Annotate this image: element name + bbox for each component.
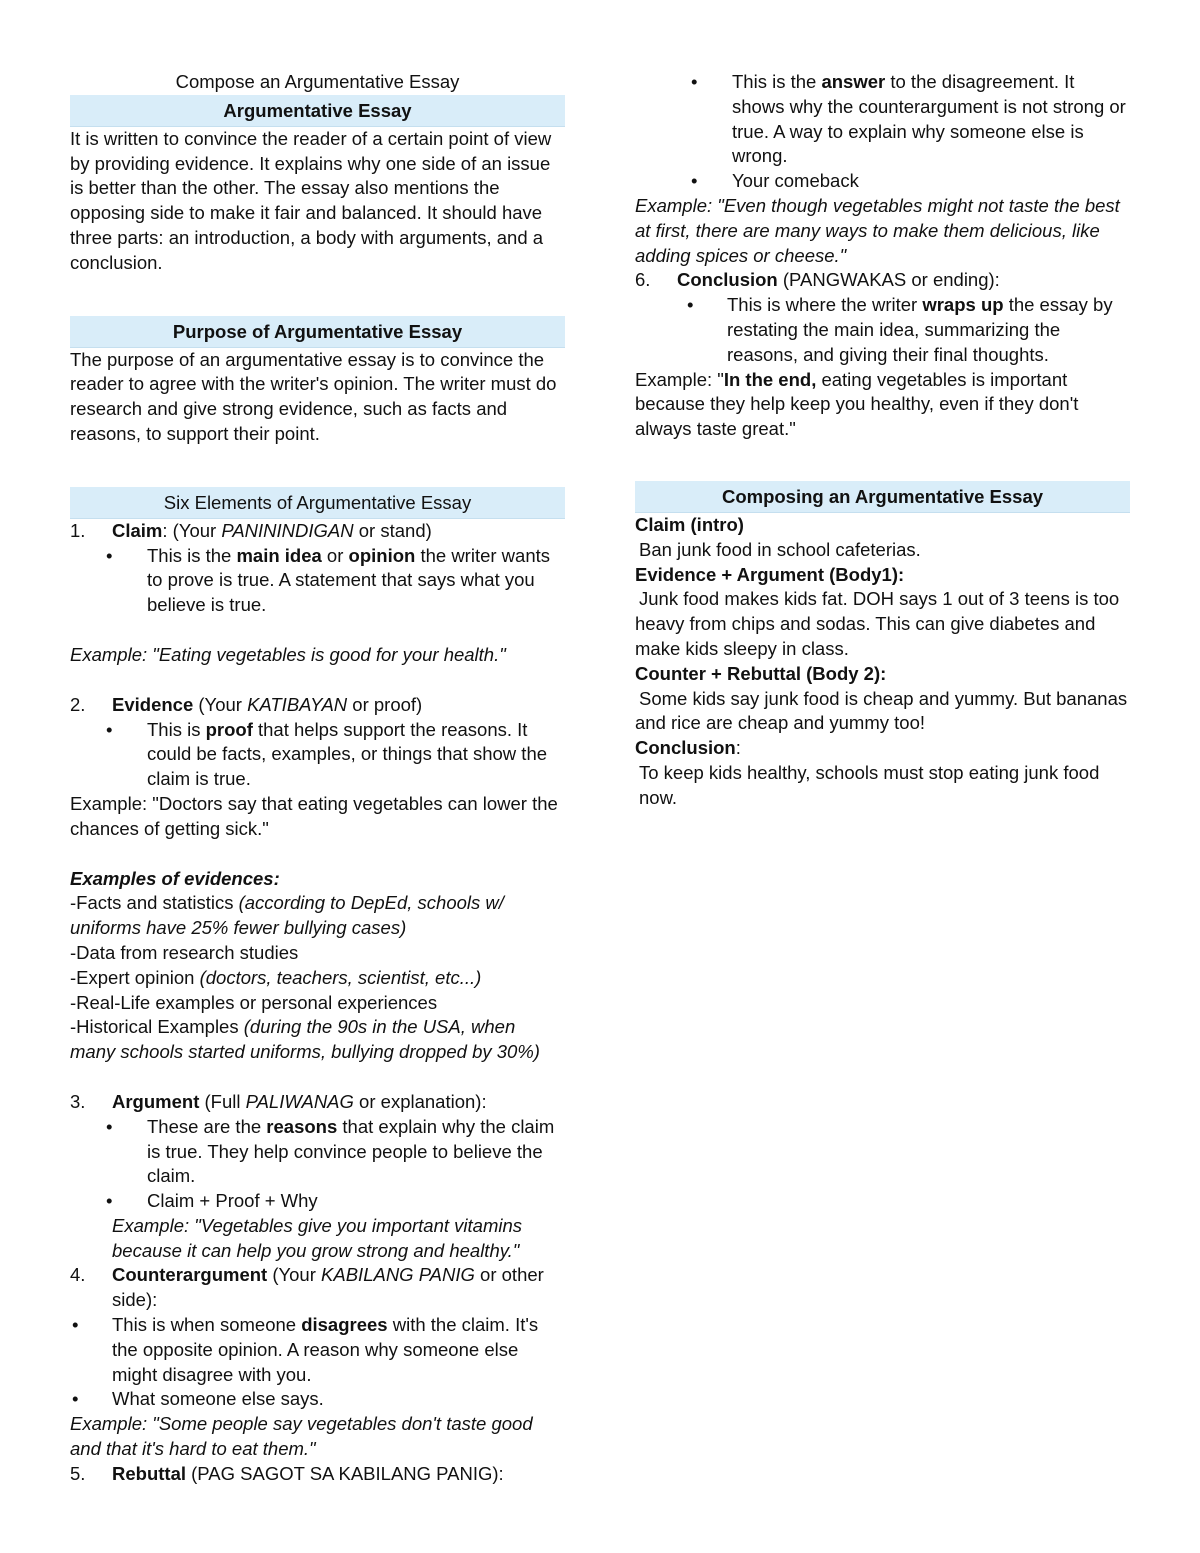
keyword: proof (205, 718, 253, 740)
section-heading-six-elements: Six Elements of Argumentative Essay (70, 487, 565, 519)
tagalog-term: PANININDIGAN (221, 519, 354, 541)
element-evidence (70, 693, 565, 718)
list-item (635, 169, 1130, 194)
counterargument-example: Example: "Some people say vegetables don't taste good and that it's hard to eat them." (70, 1413, 533, 1460)
evidences-heading: Examples of evidences: (70, 867, 280, 889)
claim-example: Example: "Eating vegetables is good for your health." (70, 643, 506, 665)
list-number: 5. (70, 1462, 86, 1484)
element-counterargument (70, 1263, 565, 1313)
text-fragment: the writer wants to prove is true. A statement that says what you believe is true. (147, 544, 551, 616)
text-fragment: (Your (267, 1264, 322, 1286)
bullet-icon: • (72, 1314, 79, 1336)
list-number: 4. (70, 1264, 86, 1286)
keyword: In the end, (723, 368, 817, 390)
text-fragment: -Facts and statistics (70, 892, 239, 914)
text-fragment: : (Your (162, 519, 222, 541)
list-number: 2. (70, 693, 86, 715)
text-fragment: that helps support the reasons. It could be facts, examples, or things that show the claim is true. (147, 718, 548, 790)
tagalog-term: KATIBAYAN (247, 693, 348, 715)
text-fragment: This is the (732, 71, 822, 92)
list-number: 1. (70, 519, 86, 541)
element-term: Conclusion (677, 269, 778, 291)
text-fragment: What someone else says. (112, 1388, 324, 1410)
text-fragment: Claim + Proof + Why (147, 1190, 318, 1212)
bullet-icon: • (691, 170, 698, 192)
rebuttal-example: Example: "Even though vegetables might not taste the best at first, there are many ways to make them delicious, like adding spices or cheese." (635, 194, 1120, 266)
text-fragment: to the disagreement. It shows why the counterargument is not strong or true. A way to explain why someone else is wrong. (732, 71, 1126, 167)
text-fragment: (according to DepEd, schools w/ uniforms have 25% fewer bullying cases) (70, 892, 504, 939)
keyword: main idea (236, 544, 322, 566)
text-fragment: (PAG SAGOT SA KABILANG PANIG): (186, 1462, 504, 1484)
text-fragment: This is (147, 718, 206, 740)
keyword: opinion (348, 544, 416, 566)
list-item (70, 718, 565, 792)
purpose-paragraph: The purpose of an argumentative essay is to convince the reader to agree with the writer's opinion. The writer must do research and give strong evidence, such as facts and reasons, to support their point. (70, 348, 557, 444)
text-fragment: Your comeback (732, 170, 859, 192)
conclusion-example (635, 368, 1130, 442)
text-fragment: with the claim. It's the opposite opinion. A reason why someone else might disagree with you. (112, 1314, 539, 1385)
evidence-type (70, 1015, 565, 1065)
keyword: disagrees (301, 1314, 388, 1336)
element-term: Evidence (112, 693, 194, 715)
list-number: 3. (70, 1090, 86, 1112)
bullet-icon: • (691, 71, 698, 92)
keyword: wraps up (922, 294, 1004, 316)
bullet-icon: • (687, 294, 694, 316)
text-fragment: (doctors, teachers, scientist, etc...) (199, 966, 482, 988)
text-fragment: This is when someone (112, 1314, 302, 1336)
bullet-icon: • (106, 544, 113, 566)
text-fragment: (Full (199, 1090, 246, 1112)
text-fragment: or stand) (353, 519, 432, 541)
evidence-type (70, 966, 565, 991)
left-column (70, 70, 565, 1487)
text-fragment: (Your (193, 693, 248, 715)
text-fragment: (during the 90s in the USA, when many schools started uniforms, bullying dropped by 30%) (70, 1016, 540, 1063)
list-item (635, 293, 1130, 367)
list-item (635, 70, 1130, 169)
body1-label: Evidence + Argument (Body1): (635, 563, 905, 585)
conclusion-text: To keep kids healthy, schools must stop eating junk food now. (639, 761, 1100, 808)
element-term: Counterargument (112, 1264, 268, 1286)
element-term: Rebuttal (112, 1462, 186, 1484)
keyword: answer (821, 71, 886, 92)
text-fragment: -Historical Examples (70, 1016, 244, 1038)
conclusion-label (635, 736, 1130, 761)
body1-text: Junk food makes kids fat. DOH says 1 out of 3 teens is too heavy from chips and sodas. This can give diabetes and make kids sleepy in class. (635, 588, 1120, 659)
element-term: Argument (112, 1090, 200, 1112)
text-fragment: or explanation): (353, 1090, 487, 1112)
bullet-icon: • (72, 1388, 79, 1410)
evidence-type: -Data from research studies (70, 941, 299, 963)
text-fragment: or proof) (347, 693, 423, 715)
text-fragment: -Expert opinion (70, 966, 200, 988)
argument-example: Example: "Vegetables give you important vitamins because it can help you grow strong and healthy." (112, 1214, 522, 1261)
claim-text: Ban junk food in school cafeterias. (639, 538, 921, 560)
text-fragment: : (735, 737, 741, 759)
text-fragment: or (321, 544, 349, 566)
evidence-type (70, 891, 565, 941)
text-fragment: (PANGWAKAS or ending): (777, 269, 1000, 291)
section-heading-composing: Composing an Argumentative Essay (635, 481, 1130, 513)
list-item (70, 1313, 565, 1387)
body2-label: Counter + Rebuttal (Body 2): (635, 662, 887, 684)
list-number: 6. (635, 269, 651, 291)
list-item (70, 544, 565, 618)
document-title: Compose an Argumentative Essay (175, 71, 460, 92)
evidence-type: -Real-Life examples or personal experiences (70, 991, 438, 1013)
argumentative-essay-definition: It is written to convince the reader of a certain point of view by providing evidence. It explains why one side of an issue is better than the other. The essay also mentions the opposing side to make it fair and balanced. It should have three parts: an introduction, a body with arguments, and a conclusion. (70, 127, 552, 273)
section-heading-purpose: Purpose of Argumentative Essay (70, 316, 565, 348)
keyword: reasons (266, 1115, 338, 1137)
evidence-example: Example: "Doctors say that eating vegetables can lower the chances of getting sick." (70, 792, 558, 839)
list-item (70, 1115, 565, 1189)
list-item (70, 1189, 565, 1214)
text-fragment: This is where the writer (727, 294, 923, 316)
section-heading-argumentative-essay: Argumentative Essay (70, 95, 565, 127)
text-fragment: or other side): (112, 1264, 544, 1311)
bullet-icon: • (106, 1190, 113, 1212)
element-conclusion (635, 268, 1130, 293)
tagalog-term: PALIWANAG (245, 1090, 354, 1112)
element-argument (70, 1090, 565, 1115)
bullet-icon: • (106, 718, 113, 740)
element-claim (70, 519, 565, 544)
right-column (635, 70, 1130, 811)
bullet-icon: • (106, 1115, 113, 1137)
text-fragment: Example: " (635, 368, 724, 390)
body2-text: Some kids say junk food is cheap and yummy. But bananas and rice are cheap and yummy too! (635, 687, 1128, 734)
element-rebuttal (70, 1462, 565, 1487)
tagalog-term: KABILANG PANIG (321, 1264, 475, 1286)
element-term: Claim (112, 519, 163, 541)
claim-label: Claim (intro) (635, 513, 744, 535)
text-fragment: eating vegetables is important because they help keep you healthy, even if they don't always taste great." (635, 368, 1079, 440)
text-fragment: the essay by restating the main idea, summarizing the reasons, and giving their final thoughts. (727, 294, 1113, 365)
text-fragment: These are the (147, 1115, 267, 1137)
text-fragment: This is the (147, 544, 237, 566)
text-fragment: Conclusion (635, 737, 736, 759)
text-fragment: that explain why the claim is true. They help convince people to believe the claim. (147, 1115, 555, 1187)
list-item (70, 1387, 565, 1412)
